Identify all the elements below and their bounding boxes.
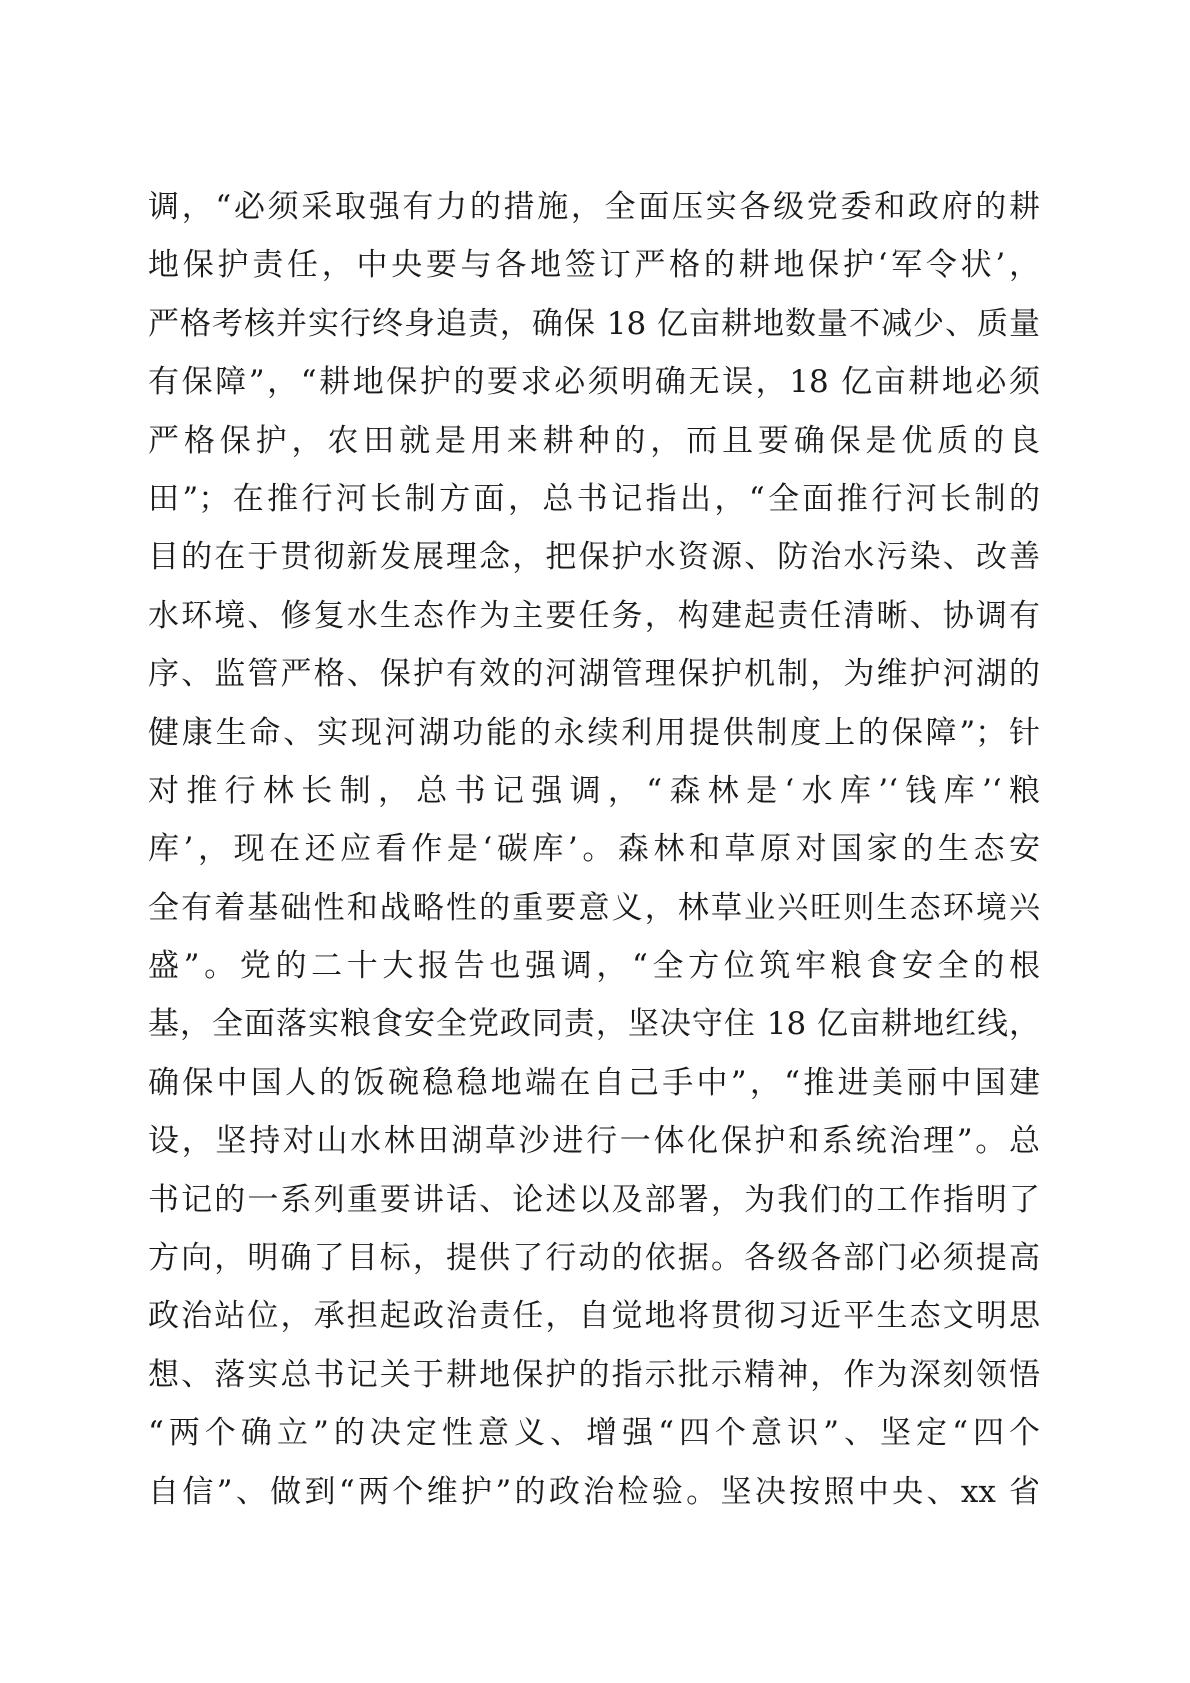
text-line: 政治站位，承担起政治责任，自觉地将贯彻习近平生态文明思	[148, 1298, 1040, 1335]
text-line: 地保护责任，中央要与各地签订严格的耕地保护‘军令状’，	[148, 247, 1040, 284]
text-line: 书记的一系列重要讲话、论述以及部署，为我们的工作指明了	[148, 1181, 1040, 1218]
text-line: 自信”、做到“两个维护”的政治检验。坚决按照中央、xx 省	[148, 1473, 1040, 1510]
text-line: 目的在于贯彻新发展理念，把保护水资源、防治水污染、改善	[148, 539, 1040, 576]
text-line: 严格考核并实行终身追责，确保 18 亿亩耕地数量不减少、质量	[148, 305, 1040, 342]
text-line: 田”；在推行河长制方面，总书记指出，“全面推行河长制的	[148, 480, 1040, 517]
text-line: 确保中国人的饭碗稳稳地端在自己手中”，“推进美丽中国建	[148, 1064, 1040, 1101]
text-line: 健康生命、实现河湖功能的永续利用提供制度上的保障”；针	[148, 714, 1040, 751]
text-line: 调，“必须采取强有力的措施，全面压实各级党委和政府的耕	[148, 189, 1040, 225]
text-line: 基，全面落实粮食安全党政同责，坚决守住 18 亿亩耕地红线，	[148, 1006, 1040, 1043]
text-line: 全有着基础性和战略性的重要意义，林草业兴旺则生态环境兴	[148, 889, 1040, 926]
text-line: 盛”。党的二十大报告也强调，“全方位筑牢粮食安全的根	[148, 948, 1040, 985]
text-line: 库’，现在还应看作是‘碳库’。森林和草原对国家的生态安	[148, 831, 1040, 868]
text-line: 方向，明确了目标，提供了行动的依据。各级各部门必须提高	[148, 1240, 1040, 1277]
text-line: 严格保护，农田就是用来耕种的，而且要确保是优质的良	[148, 422, 1040, 459]
text-line: 对推行林长制，总书记强调，“森林是‘水库’‘钱库’‘粮	[148, 772, 1040, 809]
text-line: 设，坚持对山水林田湖草沙进行一体化保护和系统治理”。总	[148, 1123, 1040, 1160]
text-line: 序、监管严格、保护有效的河湖管理保护机制，为维护河湖的	[148, 656, 1040, 693]
text-line: 有保障”，“耕地保护的要求必须明确无误，18 亿亩耕地必须	[148, 364, 1040, 401]
body-paragraph	[148, 178, 1040, 1521]
text-line: “两个确立”的决定性意义、增强“四个意识”、坚定“四个	[148, 1415, 1040, 1452]
text-line: 水环境、修复水生态作为主要任务，构建起责任清晰、协调有	[148, 597, 1040, 634]
text-line: 想、落实总书记关于耕地保护的指示批示精神，作为深刻领悟	[148, 1356, 1040, 1393]
